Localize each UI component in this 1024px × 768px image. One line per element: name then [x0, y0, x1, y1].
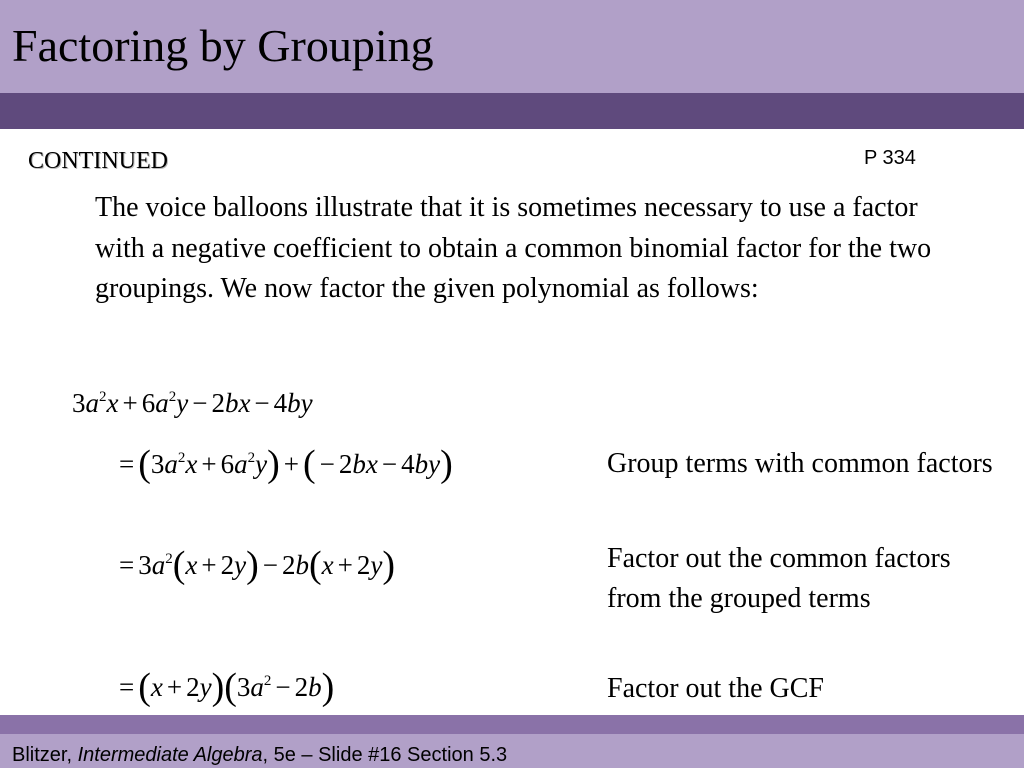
math-step-3: = $(x + 2y)(3a^2 - 2b)$: [119, 666, 335, 708]
title-divider-bar: [0, 93, 1024, 129]
footer-author: Blitzer,: [12, 744, 78, 766]
footer-book-title: Intermediate Algebra: [77, 744, 263, 766]
math-step-2: = $3a^2(x + 2y) - 2b(x + 2y)$: [119, 544, 395, 586]
footer-citation: [12, 743, 507, 767]
continued-label: CONTINUED: [28, 148, 168, 174]
intro-paragraph: The voice balloons illustrate that it is sometimes necessary to use a factor with a negative coefficient to obtain a common binomial factor for the two groupings. We now factor the given polynomial as follows:: [95, 192, 932, 304]
note-step-2: Factor out the common factors from the grouped terms: [607, 543, 951, 614]
footer-divider-bar: [0, 715, 1024, 734]
note-step-1: Group terms with common factors: [607, 448, 993, 479]
footer: [0, 734, 1024, 768]
slide-title: Factoring by Grouping: [12, 20, 434, 71]
note-step-3: Factor out the GCF: [607, 673, 824, 704]
page-reference: P 334: [864, 147, 916, 169]
footer-slide-info: , 5e – Slide #16 Section 5.3: [262, 744, 508, 766]
math-expression: $3a^2x + 6a^2y - 2bx - 4by$: [72, 388, 313, 418]
math-step-1: = $(3a^2x + 6a^2y)$ + ( − 2bx − 4by): [119, 443, 453, 485]
